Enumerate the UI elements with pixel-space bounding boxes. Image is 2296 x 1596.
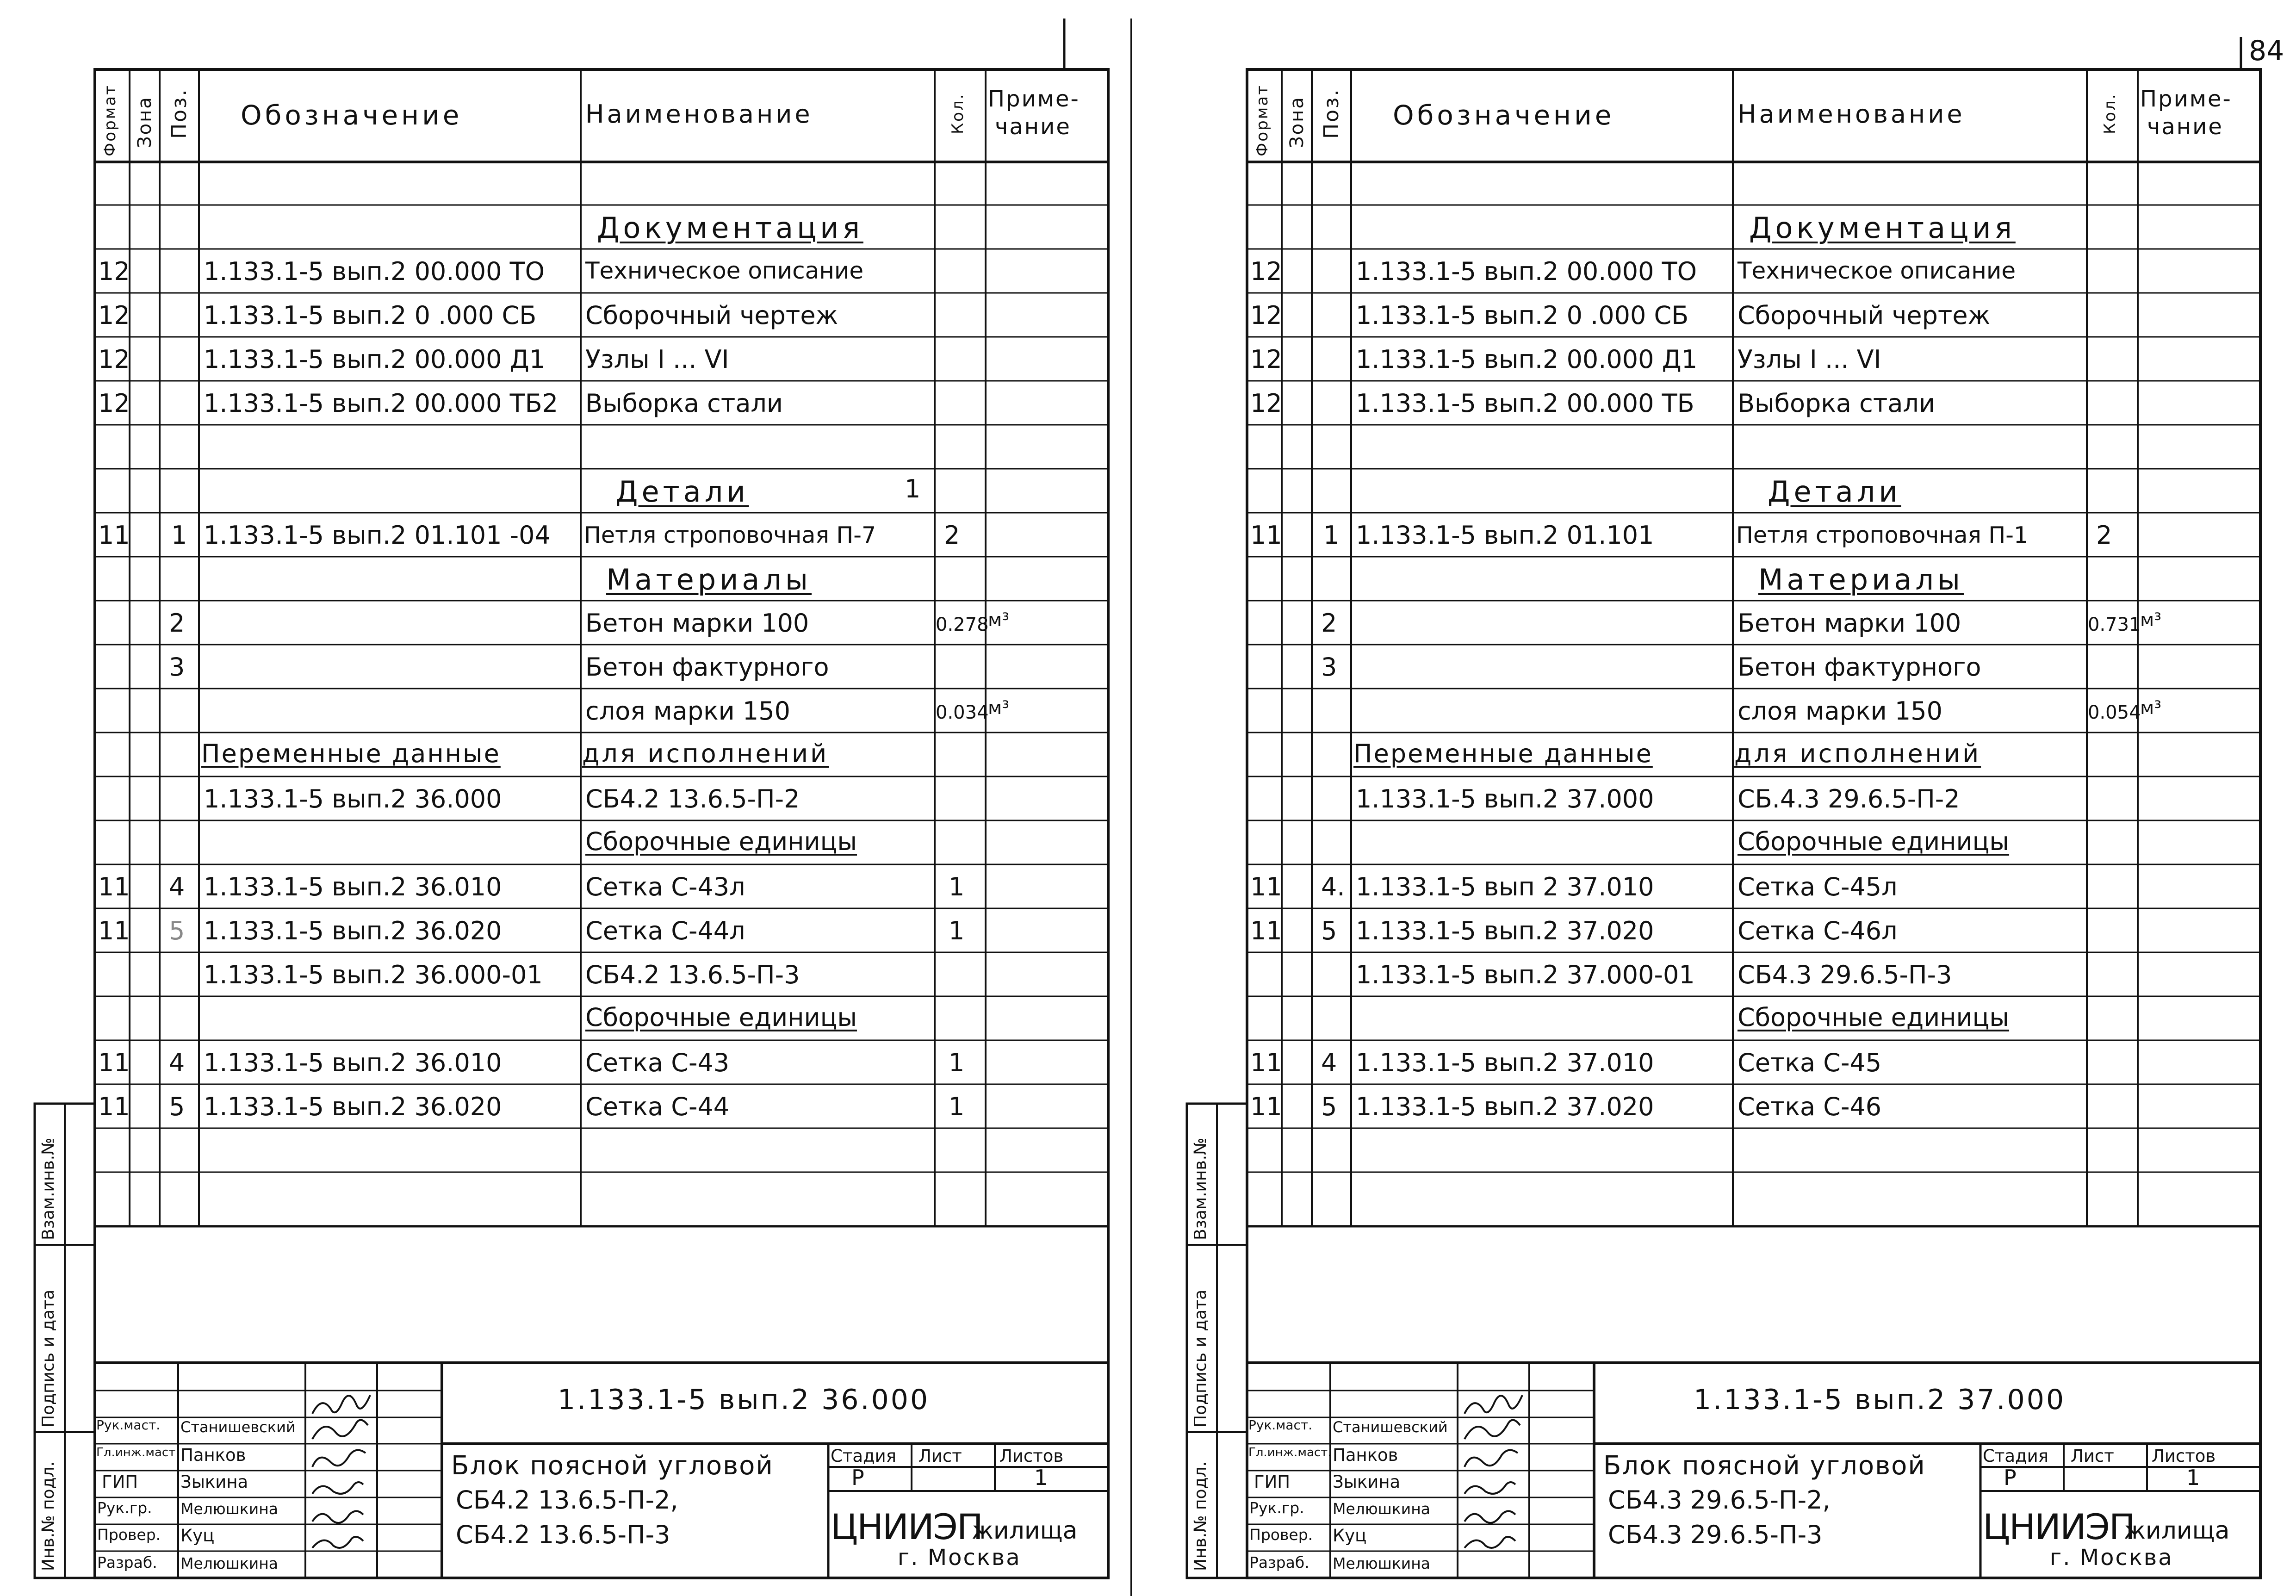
- table-row-designation: 1.133.1-5 вып.2 01.101 -04: [204, 521, 551, 550]
- table-row-fmt: 11: [1250, 872, 1282, 901]
- role-label: Рук.гр.: [1249, 1499, 1304, 1517]
- table-row-pos: 2: [169, 609, 185, 638]
- table-row-pos: 4: [1321, 1048, 1337, 1077]
- header-pos: Поз.: [168, 88, 191, 139]
- table-row-designation: 1.133.1-5 вып.2 36.010: [204, 1048, 502, 1077]
- table-row-fmt: 12: [1250, 301, 1282, 330]
- org-name: ЦНИИЭП: [1983, 1506, 2135, 1547]
- section-assembly-1: Сборочные единицы: [585, 827, 857, 856]
- table-row-pos: 5: [169, 1092, 185, 1121]
- table-row-name: Сетка С-45л: [1738, 872, 1898, 901]
- table-row-name: Сетка С-45: [1738, 1048, 1882, 1077]
- table-row-fmt: 11: [1250, 1048, 1282, 1077]
- sheets-label: Листов: [999, 1446, 1064, 1466]
- header-designation: Обозначение: [241, 99, 463, 131]
- section-variable-2: для исполнений: [582, 739, 829, 768]
- table-row-name: Сетка С-44л: [585, 916, 745, 945]
- stage-value: Р: [851, 1465, 864, 1490]
- side-label-sign-date: Подпись и дата: [39, 1289, 58, 1428]
- table-row-designation: 1.133.1-5 вып.2 37.010: [1356, 1048, 1654, 1077]
- section-materials: Материалы: [606, 563, 812, 596]
- role-person: Мелюшкина: [180, 1500, 279, 1518]
- table-row-designation: 1.133.1-5 вып.2 00.000 ТО: [1356, 257, 1697, 286]
- table-row-name: Техническое описание: [1738, 257, 2016, 284]
- doc-title-3: СБ4.2 13.6.5-П-3: [456, 1520, 670, 1549]
- section-parts: Детали: [1768, 475, 1901, 509]
- table-row-designation: 1.133.1-5 вып.2 37.020: [1356, 1092, 1654, 1121]
- variant-designation: 1.133.1-5 вып.2 36.000-01: [204, 960, 543, 989]
- role-label: Разраб.: [1249, 1553, 1309, 1571]
- header-name: Наименование: [585, 99, 813, 129]
- table-row-designation: 1.133.1-5 вып 2 37.010: [1356, 872, 1654, 901]
- header-note-2: чание: [2147, 114, 2223, 140]
- table-row-fmt: 11: [98, 1092, 130, 1121]
- table-row-fmt: 12: [98, 345, 130, 374]
- role-label: Провер.: [1249, 1526, 1313, 1544]
- table-row-qty: 1: [949, 872, 965, 901]
- header-designation: Обозначение: [1393, 99, 1615, 131]
- role-label: Рук.маст.: [1248, 1417, 1313, 1433]
- table-row-qty: 2: [2096, 521, 2112, 550]
- header-zone: Зона: [1286, 96, 1308, 148]
- table-row-fmt: 12: [1250, 257, 1282, 286]
- side-label-replace-inv: Взам.инв.№: [39, 1137, 58, 1240]
- table-row-qty: 0.054: [2088, 702, 2141, 723]
- role-person: Зыкина: [180, 1472, 248, 1492]
- section-assembly-2: Сборочные единицы: [1738, 1003, 2010, 1032]
- table-row-name: Сетка С-43л: [585, 872, 745, 901]
- section-documentation: Документация: [1749, 211, 2016, 245]
- table-row-pos: 3: [1321, 652, 1337, 682]
- header-format: Формат: [1253, 84, 1272, 156]
- table-row-pos: 1: [1323, 521, 1340, 550]
- role-label: Провер.: [97, 1526, 161, 1544]
- table-row-designation: 1.133.1-5 вып.2 36.010: [204, 872, 502, 901]
- table-row-pos: 4.: [1321, 872, 1345, 901]
- role-label: Рук.гр.: [97, 1499, 152, 1517]
- table-row-pos: 4: [169, 872, 185, 901]
- table-row-note: м³: [2140, 609, 2162, 631]
- table-row-fmt: 11: [1250, 1092, 1282, 1121]
- table-row-pos: 2: [1321, 609, 1337, 638]
- table-row-pos: 1: [171, 521, 187, 550]
- table-row-designation: 1.133.1-5 вып.2 00.000 Д1: [1356, 345, 1698, 374]
- doc-title-2: СБ4.2 13.6.5-П-2,: [456, 1485, 678, 1515]
- page-number: 84: [2249, 35, 2284, 67]
- doc-title-1: Блок поясной угловой: [451, 1451, 774, 1481]
- table-row-name: Сетка С-44: [585, 1092, 730, 1121]
- variant-name: СБ.4.3 29.6.5-П-2: [1738, 784, 1960, 814]
- table-row-qty: 0.278: [936, 614, 989, 635]
- org-city: г. Москва: [2050, 1545, 2173, 1571]
- table-row-qty: 1: [949, 916, 965, 945]
- variant-designation: 1.133.1-5 вып.2 36.000: [204, 784, 502, 814]
- table-row-designation: 1.133.1-5 вып.2 0 .000 СБ: [1356, 301, 1689, 330]
- section-parts-mark: 1: [905, 474, 921, 503]
- org-name-2: жилища: [972, 1517, 1078, 1545]
- table-row-name: Узлы I ... VI: [1738, 345, 1881, 374]
- stage-value: Р: [2004, 1465, 2017, 1490]
- table-row-designation: 1.133.1-5 вып.2 36.020: [204, 1092, 502, 1121]
- table-row-name: Сетка С-46: [1738, 1092, 1882, 1121]
- header-note-1: Приме-: [2140, 86, 2232, 112]
- header-qty: Кол.: [2101, 93, 2119, 134]
- variant-name: СБ4.3 29.6.5-П-3: [1738, 960, 1952, 989]
- role-person: Панков: [1333, 1445, 1398, 1465]
- sheet-label: Лист: [2071, 1446, 2114, 1466]
- sheet-1-grid: [0, 0, 1131, 1596]
- sheets-label: Листов: [2152, 1446, 2216, 1466]
- sheet-label: Лист: [918, 1446, 962, 1466]
- table-row-name: слоя марки 150: [1738, 696, 1942, 726]
- variant-designation: 1.133.1-5 вып.2 37.000: [1356, 784, 1654, 814]
- table-row-designation: 1.133.1-5 вып.2 37.020: [1356, 916, 1654, 945]
- table-row-name: Петля строповочная П-1: [1736, 522, 2029, 548]
- section-parts: Детали: [615, 475, 749, 509]
- sheets-value: 1: [2186, 1465, 2200, 1490]
- side-label-inv-orig: Инв.№ подл.: [39, 1461, 58, 1571]
- doc-code: 1.133.1-5 вып.2 36.000: [558, 1384, 930, 1416]
- stage-label: Стадия: [1983, 1446, 2048, 1466]
- role-label: Гл.инж.маст.: [1248, 1446, 1332, 1459]
- role-label: ГИП: [102, 1472, 138, 1492]
- table-row-name: Бетон фактурного: [1738, 652, 1981, 682]
- header-note-1: Приме-: [988, 86, 1080, 112]
- stage-label: Стадия: [831, 1446, 896, 1466]
- table-row-fmt: 12: [98, 257, 130, 286]
- doc-title-1: Блок поясной угловой: [1603, 1451, 1926, 1481]
- header-note-2: чание: [995, 114, 1071, 140]
- table-row-designation: 1.133.1-5 вып.2 00.000 ТБ: [1356, 389, 1694, 418]
- table-row-pos: 4: [169, 1048, 185, 1077]
- sheet-2-grid: [1152, 0, 2296, 1596]
- table-row-name: Узлы I ... VI: [585, 345, 729, 374]
- table-row-qty: 1: [949, 1048, 965, 1077]
- table-row-note: м³: [988, 697, 1010, 719]
- org-name: ЦНИИЭП: [831, 1506, 983, 1547]
- table-row-designation: 1.133.1-5 вып.2 36.020: [204, 916, 502, 945]
- table-row-fmt: 11: [98, 1048, 130, 1077]
- header-pos: Поз.: [1320, 88, 1343, 139]
- role-person: Станишевский: [180, 1418, 296, 1436]
- section-materials: Материалы: [1758, 563, 1964, 596]
- doc-title-2: СБ4.3 29.6.5-П-2,: [1608, 1485, 1831, 1515]
- table-row-fmt: 11: [1250, 916, 1282, 945]
- table-row-fmt: 11: [98, 521, 130, 550]
- spec-sheet-1: [0, 0, 1131, 1596]
- side-label-sign-date: Подпись и дата: [1191, 1289, 1210, 1428]
- role-person: Куц: [180, 1526, 215, 1546]
- table-row-designation: 1.133.1-5 вып.2 0 .000 СБ: [204, 301, 537, 330]
- variant-name: СБ4.2 13.6.5-П-3: [585, 960, 800, 989]
- table-row-designation: 1.133.1-5 вып.2 00.000 Д1: [204, 345, 546, 374]
- table-row-name: слоя марки 150: [585, 696, 790, 726]
- table-row-name: Сетка С-43: [585, 1048, 730, 1077]
- table-row-qty: 0.034: [936, 702, 989, 723]
- table-row-name: Бетон марки 100: [1738, 609, 1961, 638]
- table-row-note: м³: [2140, 697, 2162, 719]
- doc-code: 1.133.1-5 вып.2 37.000: [1694, 1384, 2066, 1416]
- section-assembly-2: Сборочные единицы: [585, 1003, 857, 1032]
- table-row-designation: 1.133.1-5 вып.2 01.101: [1356, 521, 1654, 550]
- table-row-name: Сборочный чертеж: [1738, 301, 1991, 330]
- table-row-fmt: 11: [98, 872, 130, 901]
- section-variable-1: Переменные данные: [201, 739, 501, 768]
- table-row-name: Сетка С-46л: [1738, 916, 1898, 945]
- table-row-name: Выборка стали: [585, 389, 783, 418]
- side-label-replace-inv: Взам.инв.№: [1191, 1137, 1210, 1240]
- section-variable-2: для исполнений: [1734, 739, 1981, 768]
- role-person: Станишевский: [1333, 1418, 1448, 1436]
- role-label: Рук.маст.: [96, 1417, 161, 1433]
- table-row-name: Петля строповочная П-7: [584, 522, 876, 548]
- table-row-name: Бетон марки 100: [585, 609, 809, 638]
- table-row-fmt: 12: [1250, 345, 1282, 374]
- role-label: ГИП: [1254, 1472, 1291, 1492]
- variant-name: СБ4.2 13.6.5-П-2: [585, 784, 800, 814]
- role-label: Разраб.: [97, 1553, 157, 1571]
- table-row-pos: 5: [1321, 916, 1337, 945]
- table-row-fmt: 12: [1250, 389, 1282, 418]
- header-format: Формат: [101, 84, 119, 156]
- table-row-name: Техническое описание: [585, 257, 864, 284]
- header-name: Наименование: [1738, 99, 1965, 129]
- role-person: Мелюшкина: [1333, 1500, 1431, 1518]
- table-row-fmt: 12: [98, 389, 130, 418]
- header-qty: Кол.: [949, 93, 967, 134]
- role-person: Зыкина: [1333, 1472, 1401, 1492]
- table-row-qty: 0.731: [2088, 614, 2141, 635]
- table-row-name: Выборка стали: [1738, 389, 1936, 418]
- role-person: Куц: [1333, 1526, 1367, 1546]
- table-row-note: м³: [988, 609, 1010, 631]
- header-zone: Зона: [134, 96, 155, 148]
- variant-designation: 1.133.1-5 вып.2 37.000-01: [1356, 960, 1695, 989]
- table-row-qty: 2: [944, 521, 960, 550]
- table-row-pos: 5: [1321, 1092, 1337, 1121]
- sheets-value: 1: [1034, 1465, 1048, 1490]
- org-name-2: жилища: [2124, 1517, 2230, 1545]
- role-person: Панков: [180, 1445, 246, 1465]
- table-row-name: Сборочный чертеж: [585, 301, 838, 330]
- table-row-name: Бетон фактурного: [585, 652, 829, 682]
- table-row-designation: 1.133.1-5 вып.2 00.000 ТБ2: [204, 389, 558, 418]
- table-row-fmt: 11: [98, 916, 130, 945]
- table-row-pos: 5: [169, 916, 185, 945]
- doc-title-3: СБ4.3 29.6.5-П-3: [1608, 1520, 1823, 1549]
- table-row-fmt: 11: [1250, 521, 1282, 550]
- section-variable-1: Переменные данные: [1353, 739, 1653, 768]
- role-label: Гл.инж.маст.: [96, 1446, 180, 1459]
- table-row-qty: 1: [949, 1092, 965, 1121]
- side-label-inv-orig: Инв.№ подл.: [1191, 1461, 1210, 1571]
- table-row-fmt: 12: [98, 301, 130, 330]
- org-city: г. Москва: [898, 1545, 1021, 1571]
- section-assembly-1: Сборочные единицы: [1738, 827, 2010, 856]
- role-person: Мелюшкина: [180, 1554, 279, 1572]
- role-person: Мелюшкина: [1333, 1554, 1431, 1572]
- table-row-pos: 3: [169, 652, 185, 682]
- section-documentation: Документация: [597, 211, 863, 245]
- table-row-designation: 1.133.1-5 вып.2 00.000 ТО: [204, 257, 545, 286]
- spec-sheet-2: [1152, 0, 2296, 1596]
